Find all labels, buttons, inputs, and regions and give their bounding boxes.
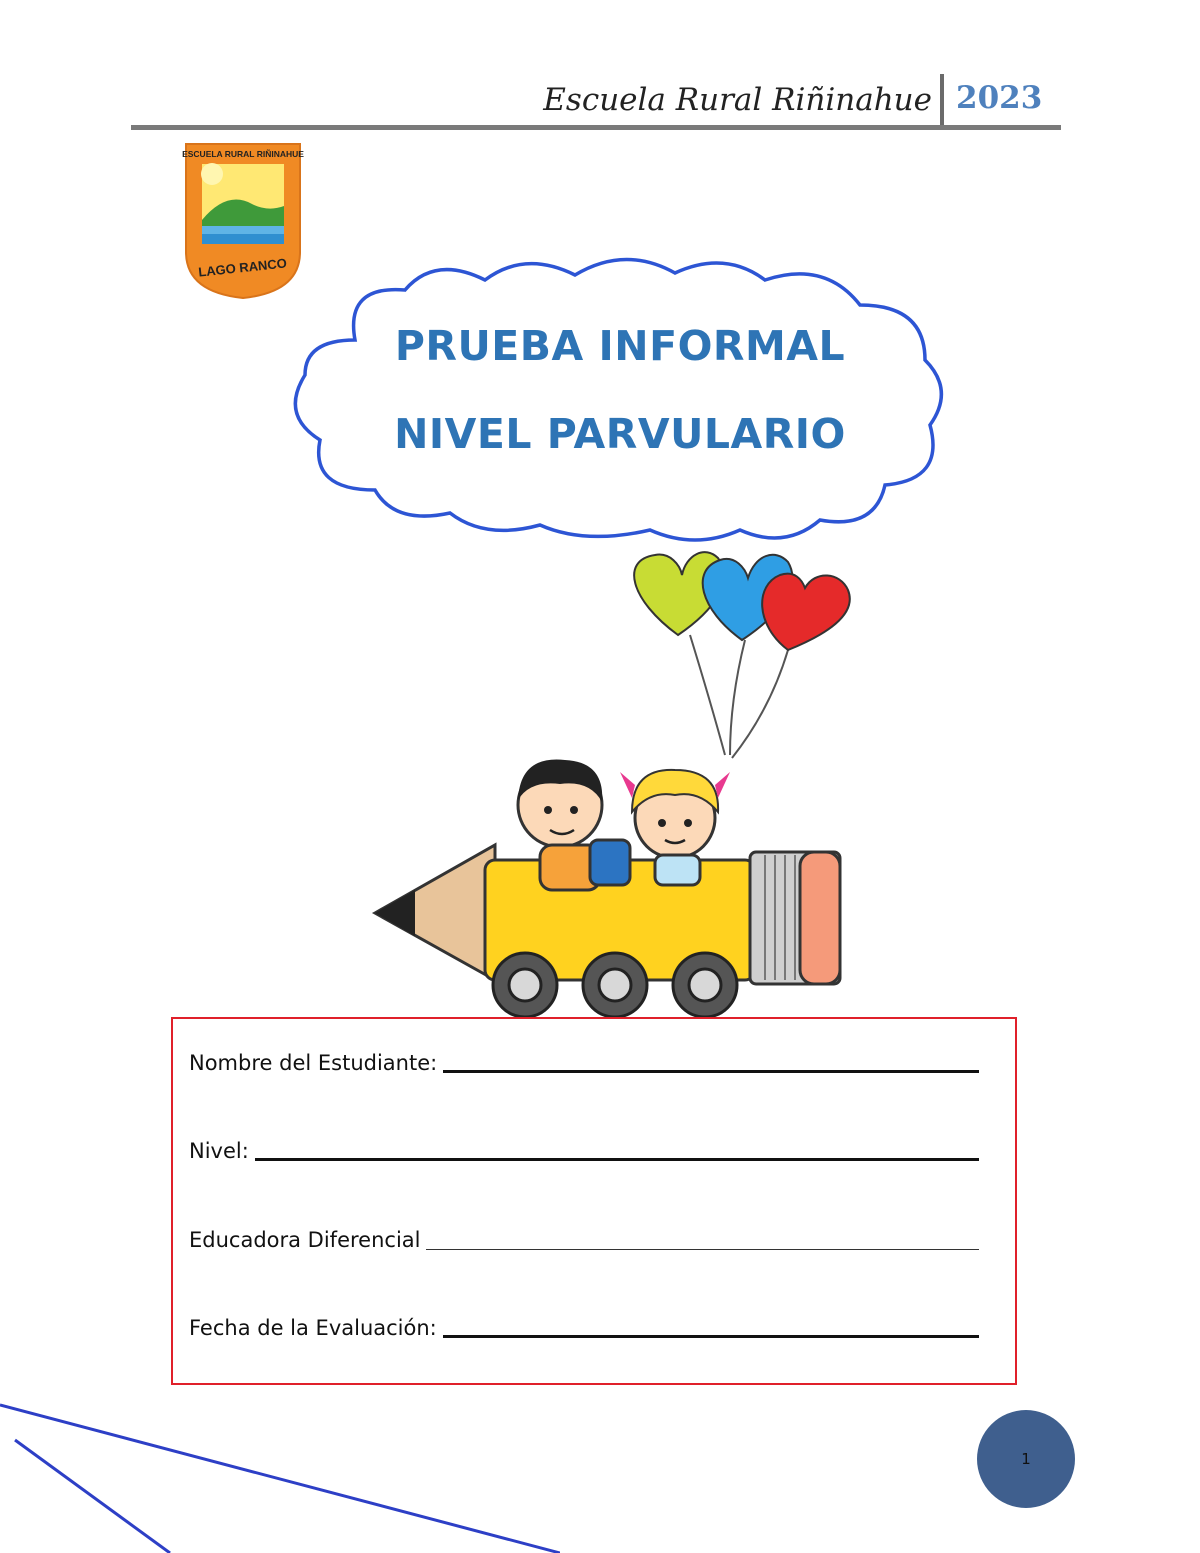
corner-decoration bbox=[0, 1390, 560, 1553]
student-name-line[interactable] bbox=[443, 1069, 979, 1073]
level-row bbox=[189, 1127, 979, 1167]
level-line[interactable] bbox=[255, 1157, 979, 1161]
school-name: Escuela Rural Riñinahue bbox=[543, 82, 932, 118]
header-year: 2023 bbox=[956, 80, 1043, 116]
educator-label: Educadora Diferencial bbox=[189, 1228, 421, 1252]
title-line-2: NIVEL PARVULARIO bbox=[394, 410, 846, 458]
logo-bottom-text: LAGO RANCO bbox=[197, 255, 288, 280]
boy-backpack bbox=[590, 840, 630, 885]
balloon-string bbox=[730, 640, 745, 755]
header-separator bbox=[940, 74, 944, 126]
page-number: 1 bbox=[1021, 1450, 1031, 1468]
date-label: Fecha de la Evaluación: bbox=[189, 1316, 437, 1340]
balloon-string bbox=[732, 650, 788, 758]
educator-row bbox=[189, 1216, 979, 1256]
page-number-badge bbox=[977, 1410, 1075, 1508]
student-info-form bbox=[171, 1017, 1017, 1385]
date-line[interactable] bbox=[443, 1334, 979, 1338]
educator-line[interactable] bbox=[426, 1248, 979, 1250]
student-name-row bbox=[189, 1039, 979, 1079]
title-cloud bbox=[285, 245, 955, 550]
title-line-1: PRUEBA INFORMAL bbox=[394, 322, 846, 370]
header-rule bbox=[131, 125, 1061, 130]
balloon-string bbox=[690, 635, 725, 755]
pencil-car-illustration bbox=[370, 540, 870, 1020]
pencil-eraser bbox=[800, 852, 840, 984]
date-row bbox=[189, 1304, 979, 1344]
pencil-lead bbox=[375, 890, 415, 936]
logo-top-text: ESCUELA RURAL RIÑINAHUE bbox=[182, 149, 304, 159]
page-header bbox=[0, 70, 1200, 130]
girl-shirt bbox=[655, 855, 700, 885]
balloon-red bbox=[762, 574, 850, 650]
level-label: Nivel: bbox=[189, 1139, 249, 1163]
student-name-label: Nombre del Estudiante: bbox=[189, 1051, 438, 1075]
